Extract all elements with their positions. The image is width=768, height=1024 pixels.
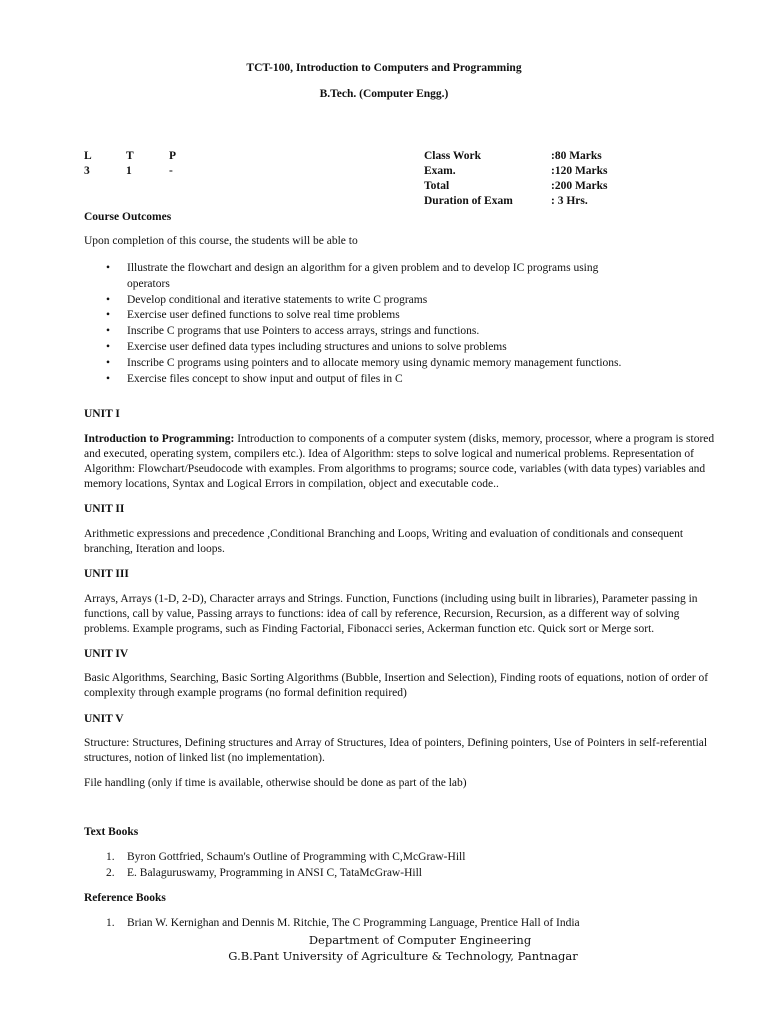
outcome-text: Exercise user defined data types including structures and unions to solve problems <box>127 340 507 353</box>
outcome-text: Illustrate the flowchart and design an algorithm for a given problem and to develop IC programs using operators <box>127 262 599 290</box>
unit-2-text: Arithmetic expressions and precedence ,Conditional Branching and Loops, Writing and evaluation of conditionals and consequent branching, Iteration and loops. <box>84 528 684 555</box>
footer-department: Department of Computer Engineering <box>308 933 532 947</box>
unit-5-extra: File handling (only if time is available, otherwise should be done as part of the lab) <box>84 777 467 789</box>
reference-books-heading: Reference Books <box>84 892 166 904</box>
unit-1-heading: UNIT I <box>84 408 120 420</box>
marks-value-exam: :120 Marks <box>551 165 608 177</box>
unit-2-heading: UNIT II <box>84 503 125 515</box>
course-title: TCT-100, Introduction to Computers and Programming <box>246 62 522 74</box>
list-number: 1. <box>106 917 115 929</box>
list-number: 2. <box>106 866 115 879</box>
ltp-value-t: 1 <box>126 165 132 177</box>
ltp-value-p: - <box>169 165 173 177</box>
unit-5-heading: UNIT V <box>84 713 124 725</box>
unit-5-text: Structure: Structures, Defining structures and Array of Structures, Idea of pointers, Defining pointers, Use of Pointers in self-referential structures, notion of linked list (no implementation). <box>84 737 708 764</box>
outcome-text: Exercise user defined functions to solve real time problems <box>127 309 400 322</box>
marks-label-classwork: Class Work <box>424 150 481 162</box>
unit-4-heading: UNIT IV <box>84 648 129 660</box>
unit-3-text: Arrays, Arrays (1-D, 2-D), Character arrays and Strings. Function, Functions (including using built in libraries), Parameter passing in functions, call by value, Passing arrays to functions: idea of call by reference, Recursion, Recursion, as a different way of solving problems. Example programs, such as Finding Factorial, Fibonacci series, Ackerman function etc. Quick sort or Merge sort. <box>84 593 698 635</box>
course-outcomes-list <box>84 261 644 387</box>
list-item <box>84 850 684 866</box>
course-outcomes-heading: Course Outcomes <box>84 211 172 223</box>
ltp-header-t: T <box>126 150 134 162</box>
unit-1-lead: Introduction to Programming: <box>84 433 235 445</box>
list-item <box>84 372 644 388</box>
program-title: B.Tech. (Computer Engg.) <box>319 88 449 100</box>
list-item <box>84 340 644 356</box>
list-item <box>84 293 644 309</box>
outcome-text: Inscribe C programs that use Pointers to access arrays, strings and functions. <box>127 325 480 338</box>
bullet-glyph: • <box>106 325 111 338</box>
list-item <box>84 261 644 293</box>
bullet-glyph: • <box>106 262 111 274</box>
bullet-glyph: • <box>106 372 111 385</box>
book-text: E. Balaguruswamy, Programming in ANSI C, TataMcGraw-Hill <box>127 866 422 879</box>
bullet-glyph: • <box>106 293 111 306</box>
bullet-glyph: • <box>106 356 111 369</box>
reference-books-list <box>84 916 684 932</box>
list-item <box>84 866 684 882</box>
unit-1-body: Introduction to components of a computer system (disks, memory, processor, where a program is stored and executed, operating system, compilers etc.). Idea of Algorithm: steps to solve logical and numerical problems. Representation of Algorithm: Flowchart/Pseudocode with examples. From algorithms to programs; source code, variables (with data types) variables and memory locations, Syntax and Logical Errors in compilation, object and executable code.. <box>84 433 715 490</box>
unit-1-text <box>84 432 718 492</box>
list-item <box>84 308 644 324</box>
course-outcomes-intro: Upon completion of this course, the students will be able to <box>84 235 358 247</box>
footer-university: G.B.Pant University of Agriculture & Technology, Pantnagar <box>228 949 578 963</box>
marks-label-duration: Duration of Exam <box>424 195 513 207</box>
list-item <box>84 916 684 932</box>
unit-3-heading: UNIT III <box>84 568 129 580</box>
marks-label-total: Total <box>424 180 450 192</box>
marks-value-duration: : 3 Hrs. <box>551 195 588 207</box>
ltp-header-l: L <box>84 150 92 162</box>
list-item <box>84 356 747 372</box>
list-number: 1. <box>106 851 115 863</box>
marks-label-exam: Exam. <box>424 165 456 177</box>
book-text: Brian W. Kernighan and Dennis M. Ritchie, The C Programming Language, Prentice Hall of India <box>127 917 580 929</box>
ltp-value-l: 3 <box>84 165 90 177</box>
text-books-heading: Text Books <box>84 826 139 838</box>
book-text: Byron Gottfried, Schaum's Outline of Programming with C,McGraw-Hill <box>127 851 466 863</box>
text-books-list <box>84 850 684 881</box>
outcome-text: Develop conditional and iterative statements to write C programs <box>127 293 428 306</box>
unit-4-text: Basic Algorithms, Searching, Basic Sorting Algorithms (Bubble, Insertion and Selection), Finding roots of equations, notion of order of complexity through example programs (no formal definition required) <box>84 672 709 699</box>
ltp-header-p: P <box>169 150 177 162</box>
marks-value-total: :200 Marks <box>551 180 608 192</box>
outcome-text: Inscribe C programs using pointers and to allocate memory using dynamic memory management functions. <box>127 356 622 369</box>
list-item <box>84 324 644 340</box>
marks-value-classwork: :80 Marks <box>551 150 602 162</box>
outcome-text: Exercise files concept to show input and output of files in C <box>127 372 403 385</box>
bullet-glyph: • <box>106 340 111 353</box>
bullet-glyph: • <box>106 309 111 322</box>
